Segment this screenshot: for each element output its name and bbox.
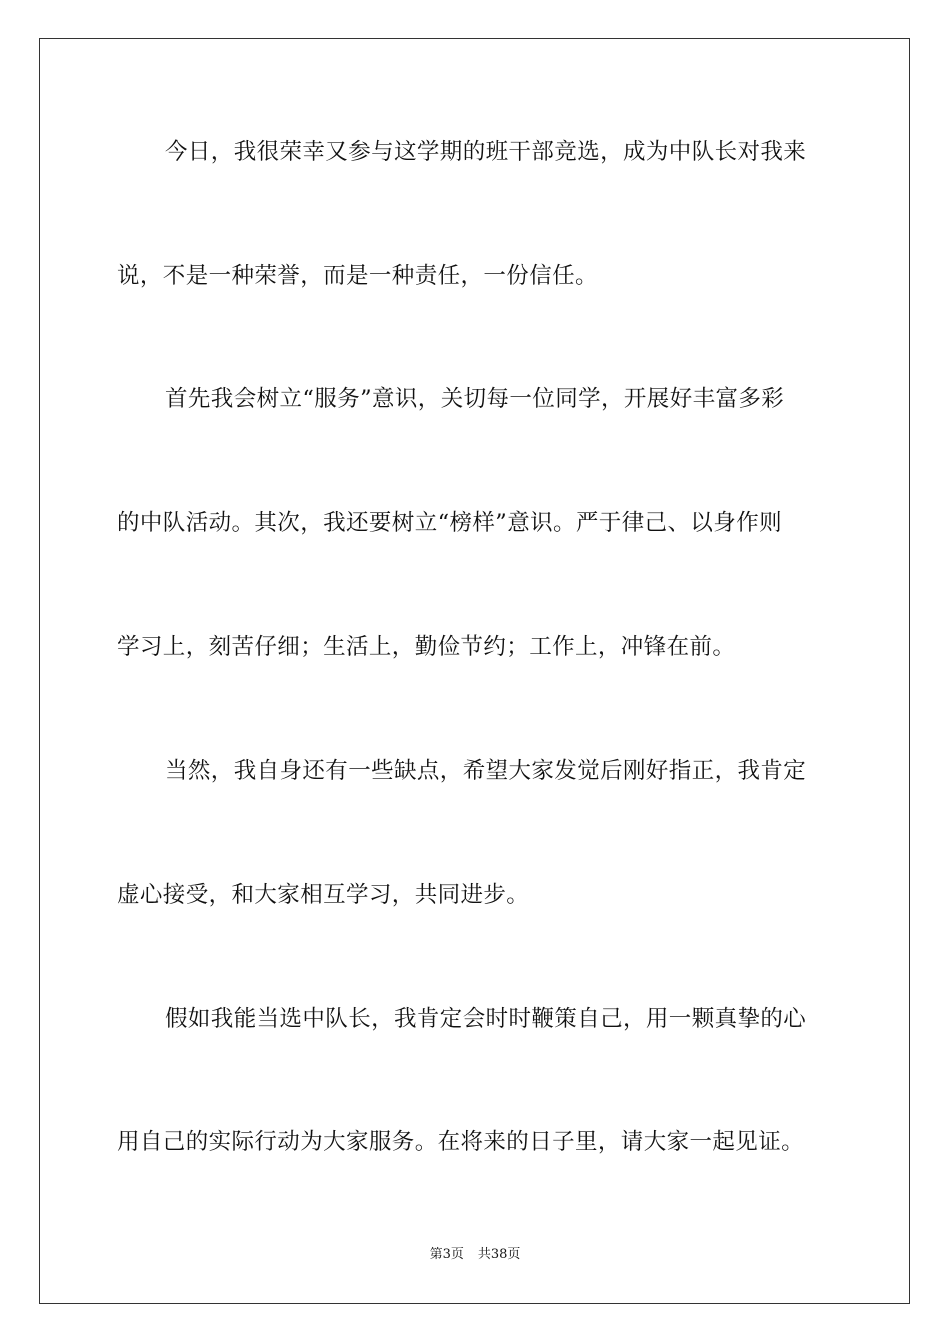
paragraph-1-line-2: 说，不是一种荣誉，而是一种责任，一份信任。 <box>117 263 598 289</box>
paragraph-3-line-2: 虚心接受，和大家相互学习，共同进步。 <box>117 882 530 908</box>
paragraph-3-line-1: 当然，我自身还有一些缺点，希望大家发觉后刚好指正，我肯定 <box>165 758 807 784</box>
page-footer <box>0 1246 950 1264</box>
paragraph-2-line-1: 首先我会树立“服务”意识，关切每一位同学，开展好丰富多彩 <box>165 386 785 412</box>
page-border <box>39 38 910 1304</box>
paragraph-4-line-1: 假如我能当选中队长，我肯定会时时鞭策自己，用一颗真挚的心 <box>165 1006 807 1032</box>
page-number: 第3页 <box>429 1247 464 1262</box>
paragraph-1-line-1: 今日，我很荣幸又参与这学期的班干部竞选，成为中队长对我来 <box>165 139 807 165</box>
paragraph-2-line-3: 学习上，刻苦仔细；生活上，勤俭节约；工作上，冲锋在前。 <box>117 634 736 660</box>
paragraph-2-line-2: 的中队活动。其次，我还要树立“榜样”意识。严于律己、以身作则 <box>117 510 783 536</box>
total-pages: 共38页 <box>477 1247 521 1262</box>
paragraph-4-line-2: 用自己的实际行动为大家服务。在将来的日子里，请大家一起见证。 <box>117 1129 805 1155</box>
